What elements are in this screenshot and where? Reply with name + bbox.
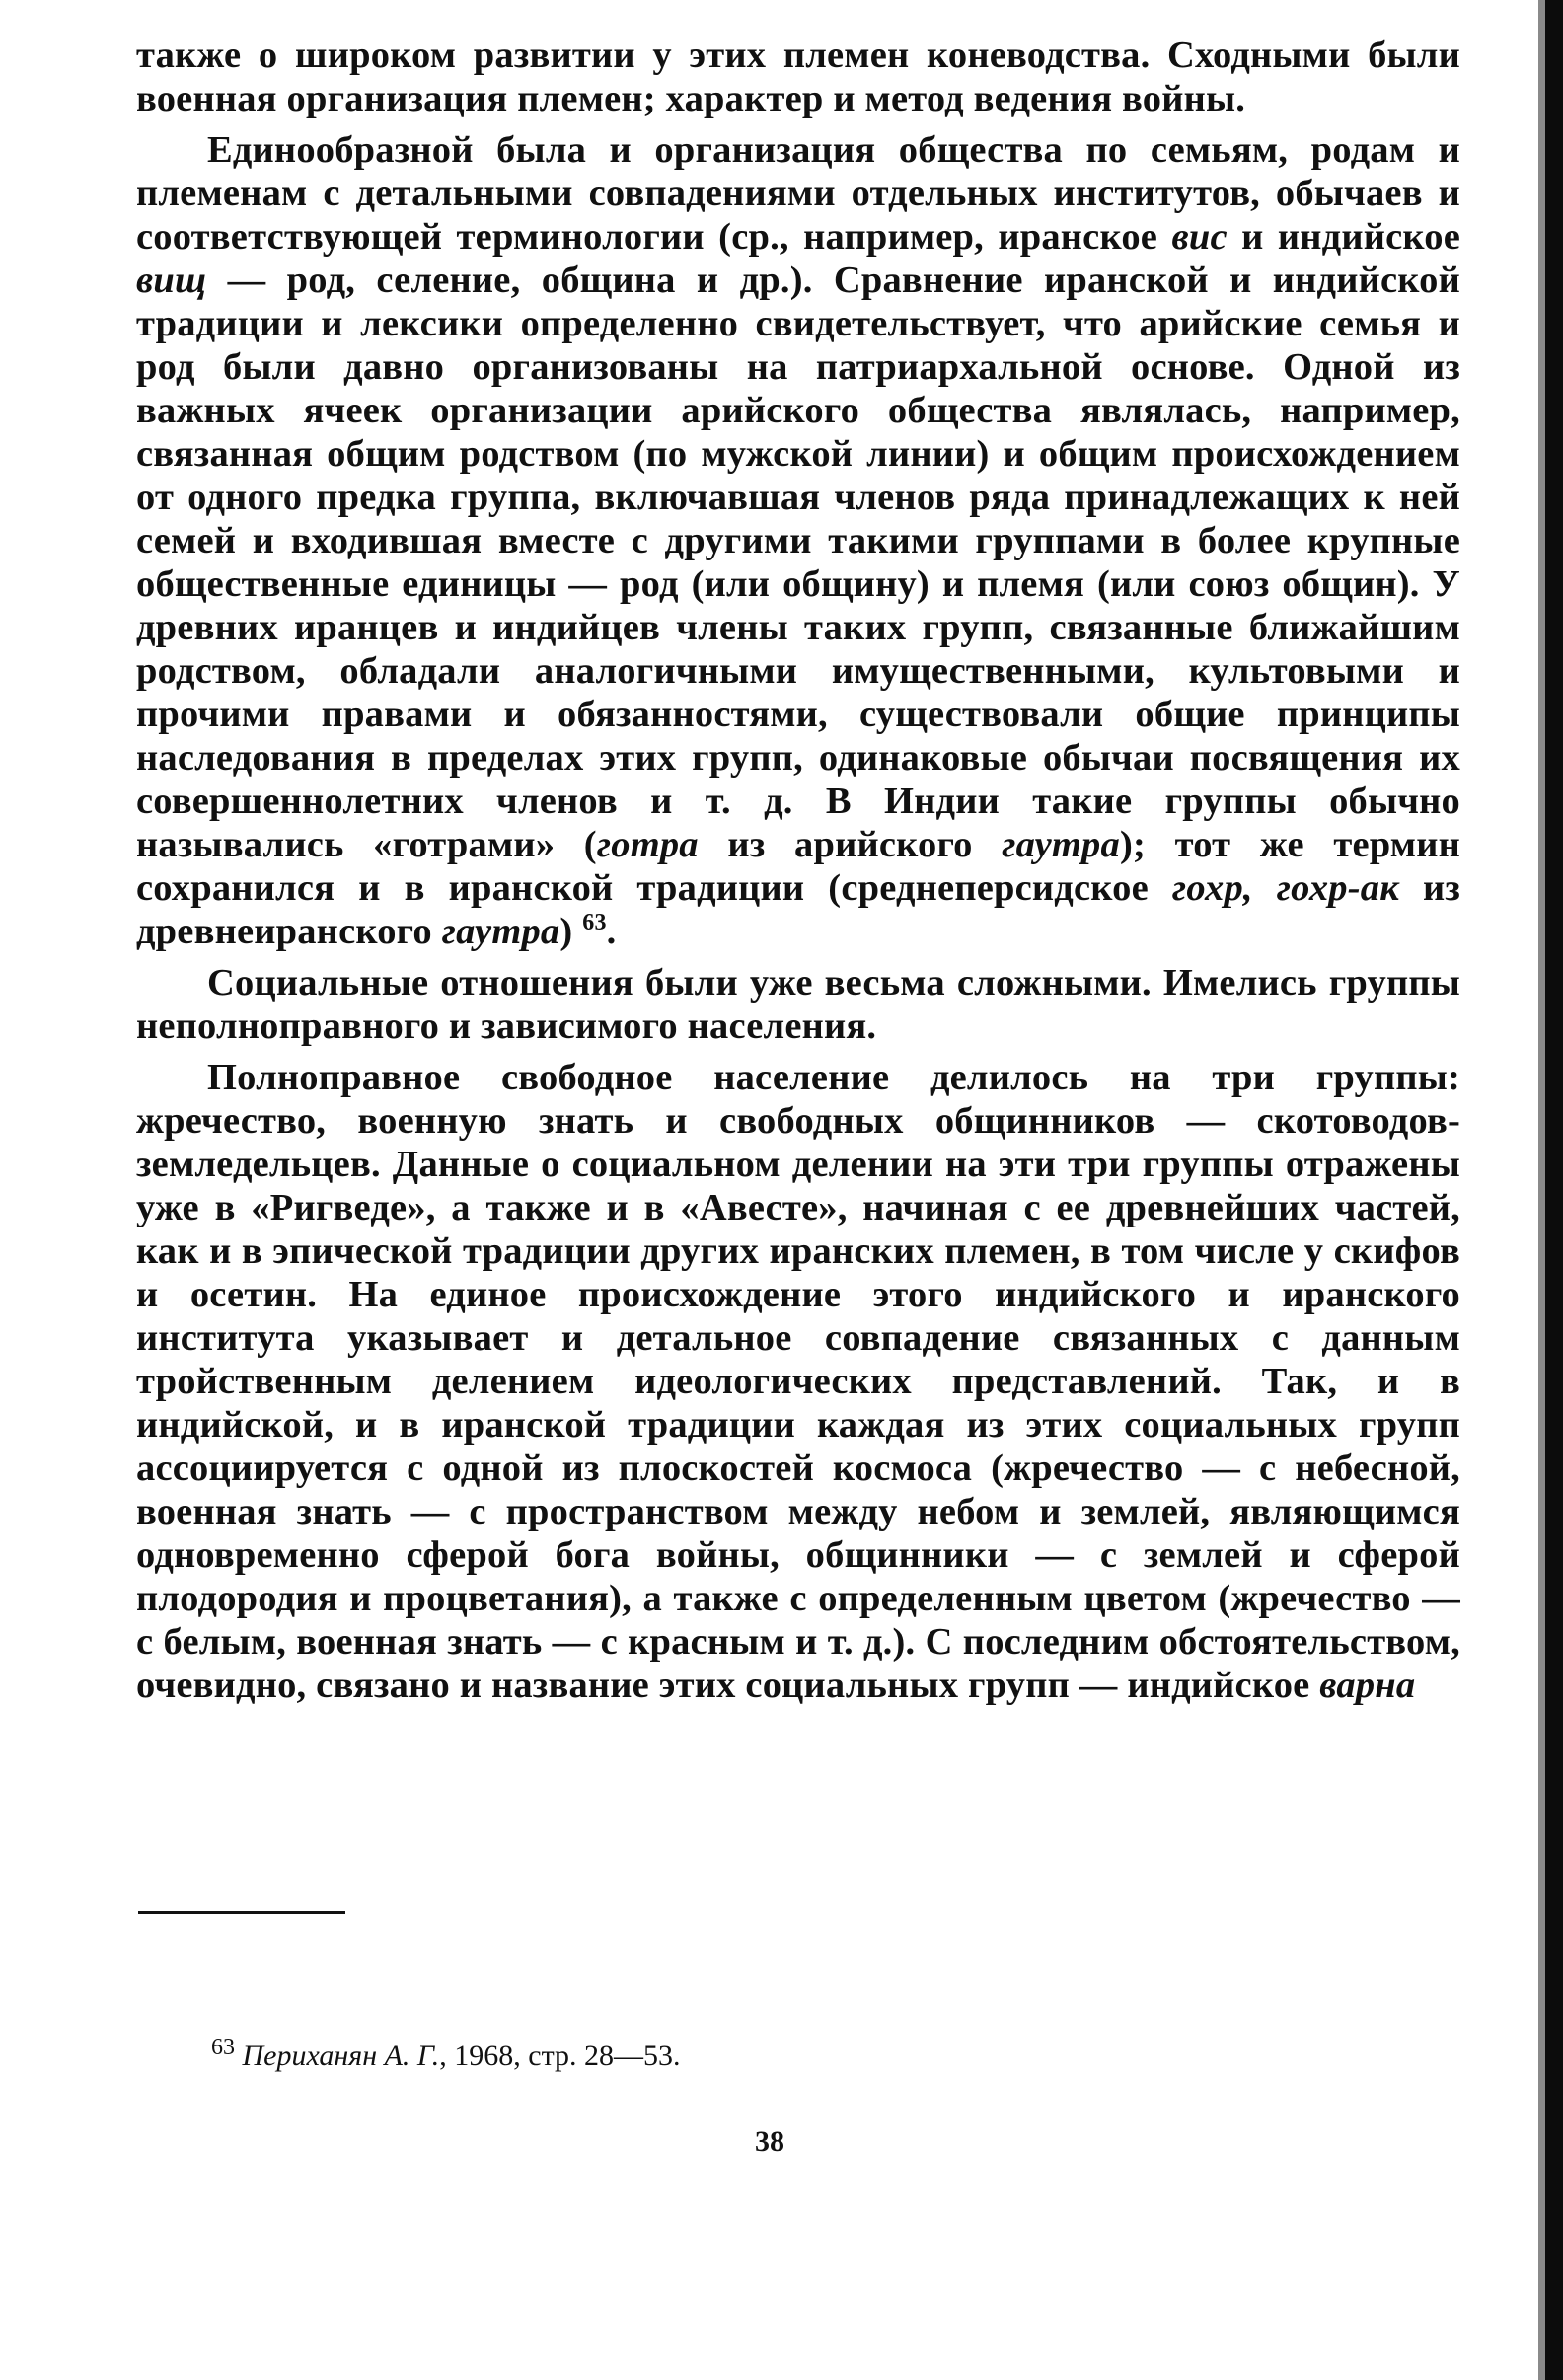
footnote-author: Периханян А. Г.: [242, 2040, 440, 2072]
footnote-ref-marker: 63: [582, 910, 607, 936]
footnote-reference: , 1968, стр. 28—53.: [439, 2040, 681, 2072]
italic-term: вис: [1171, 216, 1228, 258]
italic-term: гаутра: [1002, 824, 1120, 865]
text-run: из древнеиранского: [136, 867, 1460, 952]
text-run: ); тот же термин сохранился и в иранской традиции (среднеперсидское: [136, 824, 1460, 909]
text-run: Единообразной была и организация общества по семьям, родам и племенам с детальными совпадениями отдельных институтов, обычаев и соответствующей терминологии (ср., например, иранское: [136, 129, 1460, 258]
text-run: и индийское: [1227, 216, 1460, 258]
page-edge-shadow: [1538, 0, 1545, 2380]
book-binding-edge: [1545, 0, 1563, 2380]
italic-term: гаутра: [441, 911, 560, 952]
page-number: 38: [755, 2125, 784, 2158]
paragraph-4: [136, 1056, 1460, 1707]
paragraph-2: [136, 128, 1460, 953]
footnote-marker: 63: [211, 2035, 235, 2060]
paragraph-3: [136, 961, 1460, 1048]
text-run: .: [606, 911, 617, 952]
italic-term: гохр, гохр-ак: [1171, 867, 1399, 909]
text-run: Полноправное свободное население делилось на три группы: жречество, военную знать и свободных общинников — скотоводов-земледельцев. Данные о социальном делении на эти три группы отражены уже в «Ригведе», а также и в «Авесте», начиная с ее древнейших частей, как и в эпической традиции других иранских племен, в том числе у скифов и осетин. На единое происхождение этого индийского и иранского института указывает и детальное совпадение связанных с данным тройственным делением идеологических представлений. Так, и в индийской, и в иранской традиции каждая из этих социальных групп ассоциируется с одной из плоскостей космоса (жречество — с небесной, военная знать — с пространством между небом и землей, являющимся одновременно сферой бога войны, общинники — с землей и сферой плодородия и процветания), а также с определенным цветом (жречество — с белым, военная знать — с красным и т. д.). С последним обстоятельством, очевидно, связано и название этих социальных групп — индийское: [136, 1057, 1460, 1706]
italic-term: готра: [596, 824, 699, 865]
paragraph-1: [136, 34, 1460, 120]
text-run: — род, селение, община и др.). Сравнение иранской и индийской традиции и лексики определенно свидетельствует, что арийские семья и род были давно организованы на патриархальной основе. Одной из важных ячеек организации арийского общества являлась, например, связанная общим родством (по мужской линии) и общим происхождением от одного предка группа, включавшая членов ряда принадлежащих к ней семей и входившая вместе с другими такими группами в более крупные общественные единицы — род (или общину) и племя (или союз общин). У древних иранцев и индийцев члены таких групп, связанные ближайшим родством, обладали аналогичными имущественными, культовыми и прочими правами и обязанностями, существовали общие принципы наследования в пределах этих групп, одинаковые обычаи посвящения их совершеннолетних членов и т. д. В Индии такие группы обычно назывались «готрами» (: [136, 260, 1460, 865]
text-run: также о широком развитии у этих племен коневодства. Сходными были военная организация племен; характер и метод ведения войны.: [136, 35, 1460, 119]
text-run: из арийского: [698, 824, 1003, 865]
italic-term: варна: [1319, 1665, 1416, 1706]
text-run: ): [559, 911, 583, 952]
text-run: Социальные отношения были уже весьма сложными. Имелись группы неполноправного и зависимого населения.: [136, 962, 1460, 1047]
footnote: [211, 2035, 681, 2074]
footnote-separator: [138, 1911, 345, 1914]
main-text: [136, 34, 1460, 1715]
italic-term: вищ: [136, 260, 207, 301]
